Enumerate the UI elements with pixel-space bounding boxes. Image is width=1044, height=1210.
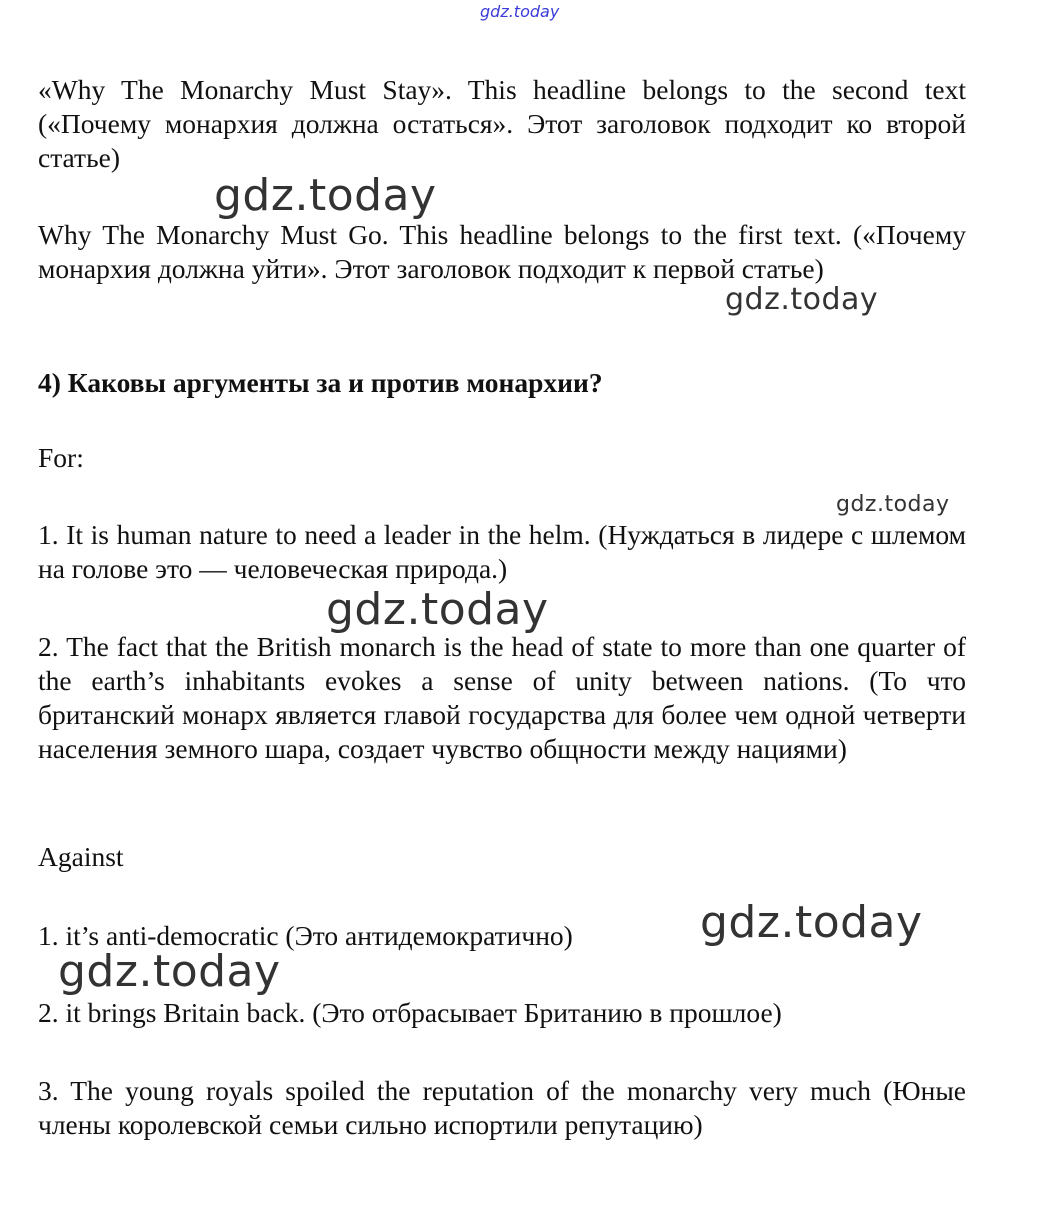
headline-go-paragraph: Why The Monarchy Must Go. This headline belongs to the first text. («Почему монархия должна уйти». Этот заголовок подходит к первой статье) — [38, 219, 966, 284]
watermark: gdz.today — [326, 584, 549, 635]
watermark: gdz.today — [836, 492, 950, 517]
for-label: For: — [38, 442, 84, 473]
for-item-1: 1. It is human nature to need a leader in the helm. (Нуждаться в лидере с шлемом на голове это — человеческая природа.) — [38, 519, 966, 584]
against-label: Against — [38, 841, 124, 872]
watermark: gdz.today — [700, 897, 923, 948]
question-heading: 4) Каковы аргументы за и против монархии? — [38, 367, 603, 398]
watermark: gdz.today — [725, 282, 879, 317]
headline-stay-paragraph: «Why The Monarchy Must Stay». This headline belongs to the second text («Почему монархия должна остаться». Этот заголовок подходит ко второй статье) — [38, 74, 966, 173]
watermark: gdz.today — [58, 946, 281, 997]
against-item-3: 3. The young royals spoiled the reputation of the monarchy very much (Юные члены королевской семьи сильно испортили репутацию) — [38, 1075, 966, 1140]
watermark: gdz.today — [214, 170, 437, 221]
header-watermark: gdz.today — [480, 2, 560, 21]
against-item-1: 1. it’s anti-democratic (Это антидемократично) — [38, 920, 573, 951]
against-item-2: 2. it brings Britain back. (Это отбрасывает Британию в прошлое) — [38, 997, 782, 1028]
for-item-2: 2. The fact that the British monarch is the head of state to more than one quarter of the earth’s inhabitants evokes a sense of unity between nations. (То что британский монарх является главой государства для более чем одной четверти населения земного шара, создает чувство общности между нациями) — [38, 631, 966, 764]
